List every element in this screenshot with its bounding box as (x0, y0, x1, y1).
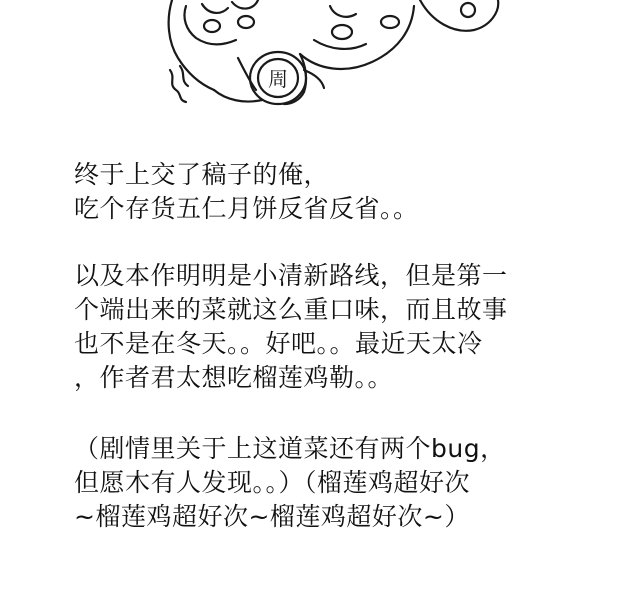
paragraph-1 (74, 158, 584, 226)
text-line: ~榴莲鸡超好次~榴莲鸡超好次~） (74, 502, 470, 531)
paragraph-2 (74, 259, 584, 395)
text-line: 个端出来的菜就这么重口味，而且故事 (74, 295, 508, 324)
text-line: 但愿木有人发现。。）（榴莲鸡超好次 (74, 468, 471, 497)
text-line: 也不是在冬天。。好吧。。最近天太冷 (74, 329, 483, 358)
text-line: 以及本作明明是小清新路线，但是第一 (74, 261, 508, 290)
chibi-character-sketch (0, 0, 640, 120)
paragraph-3 (74, 432, 584, 534)
text-line: ，作者君太想吃榴莲鸡勒。。 (74, 363, 394, 392)
mooncake-stamp-text: 周 (268, 67, 288, 91)
text-line: 终于上交了稿子的俺， (74, 160, 330, 189)
text-line: 吃个存货五仁月饼反省反省。。 (74, 194, 419, 223)
text-line: （剧情里关于上这道菜还有两个bug， (74, 434, 506, 463)
